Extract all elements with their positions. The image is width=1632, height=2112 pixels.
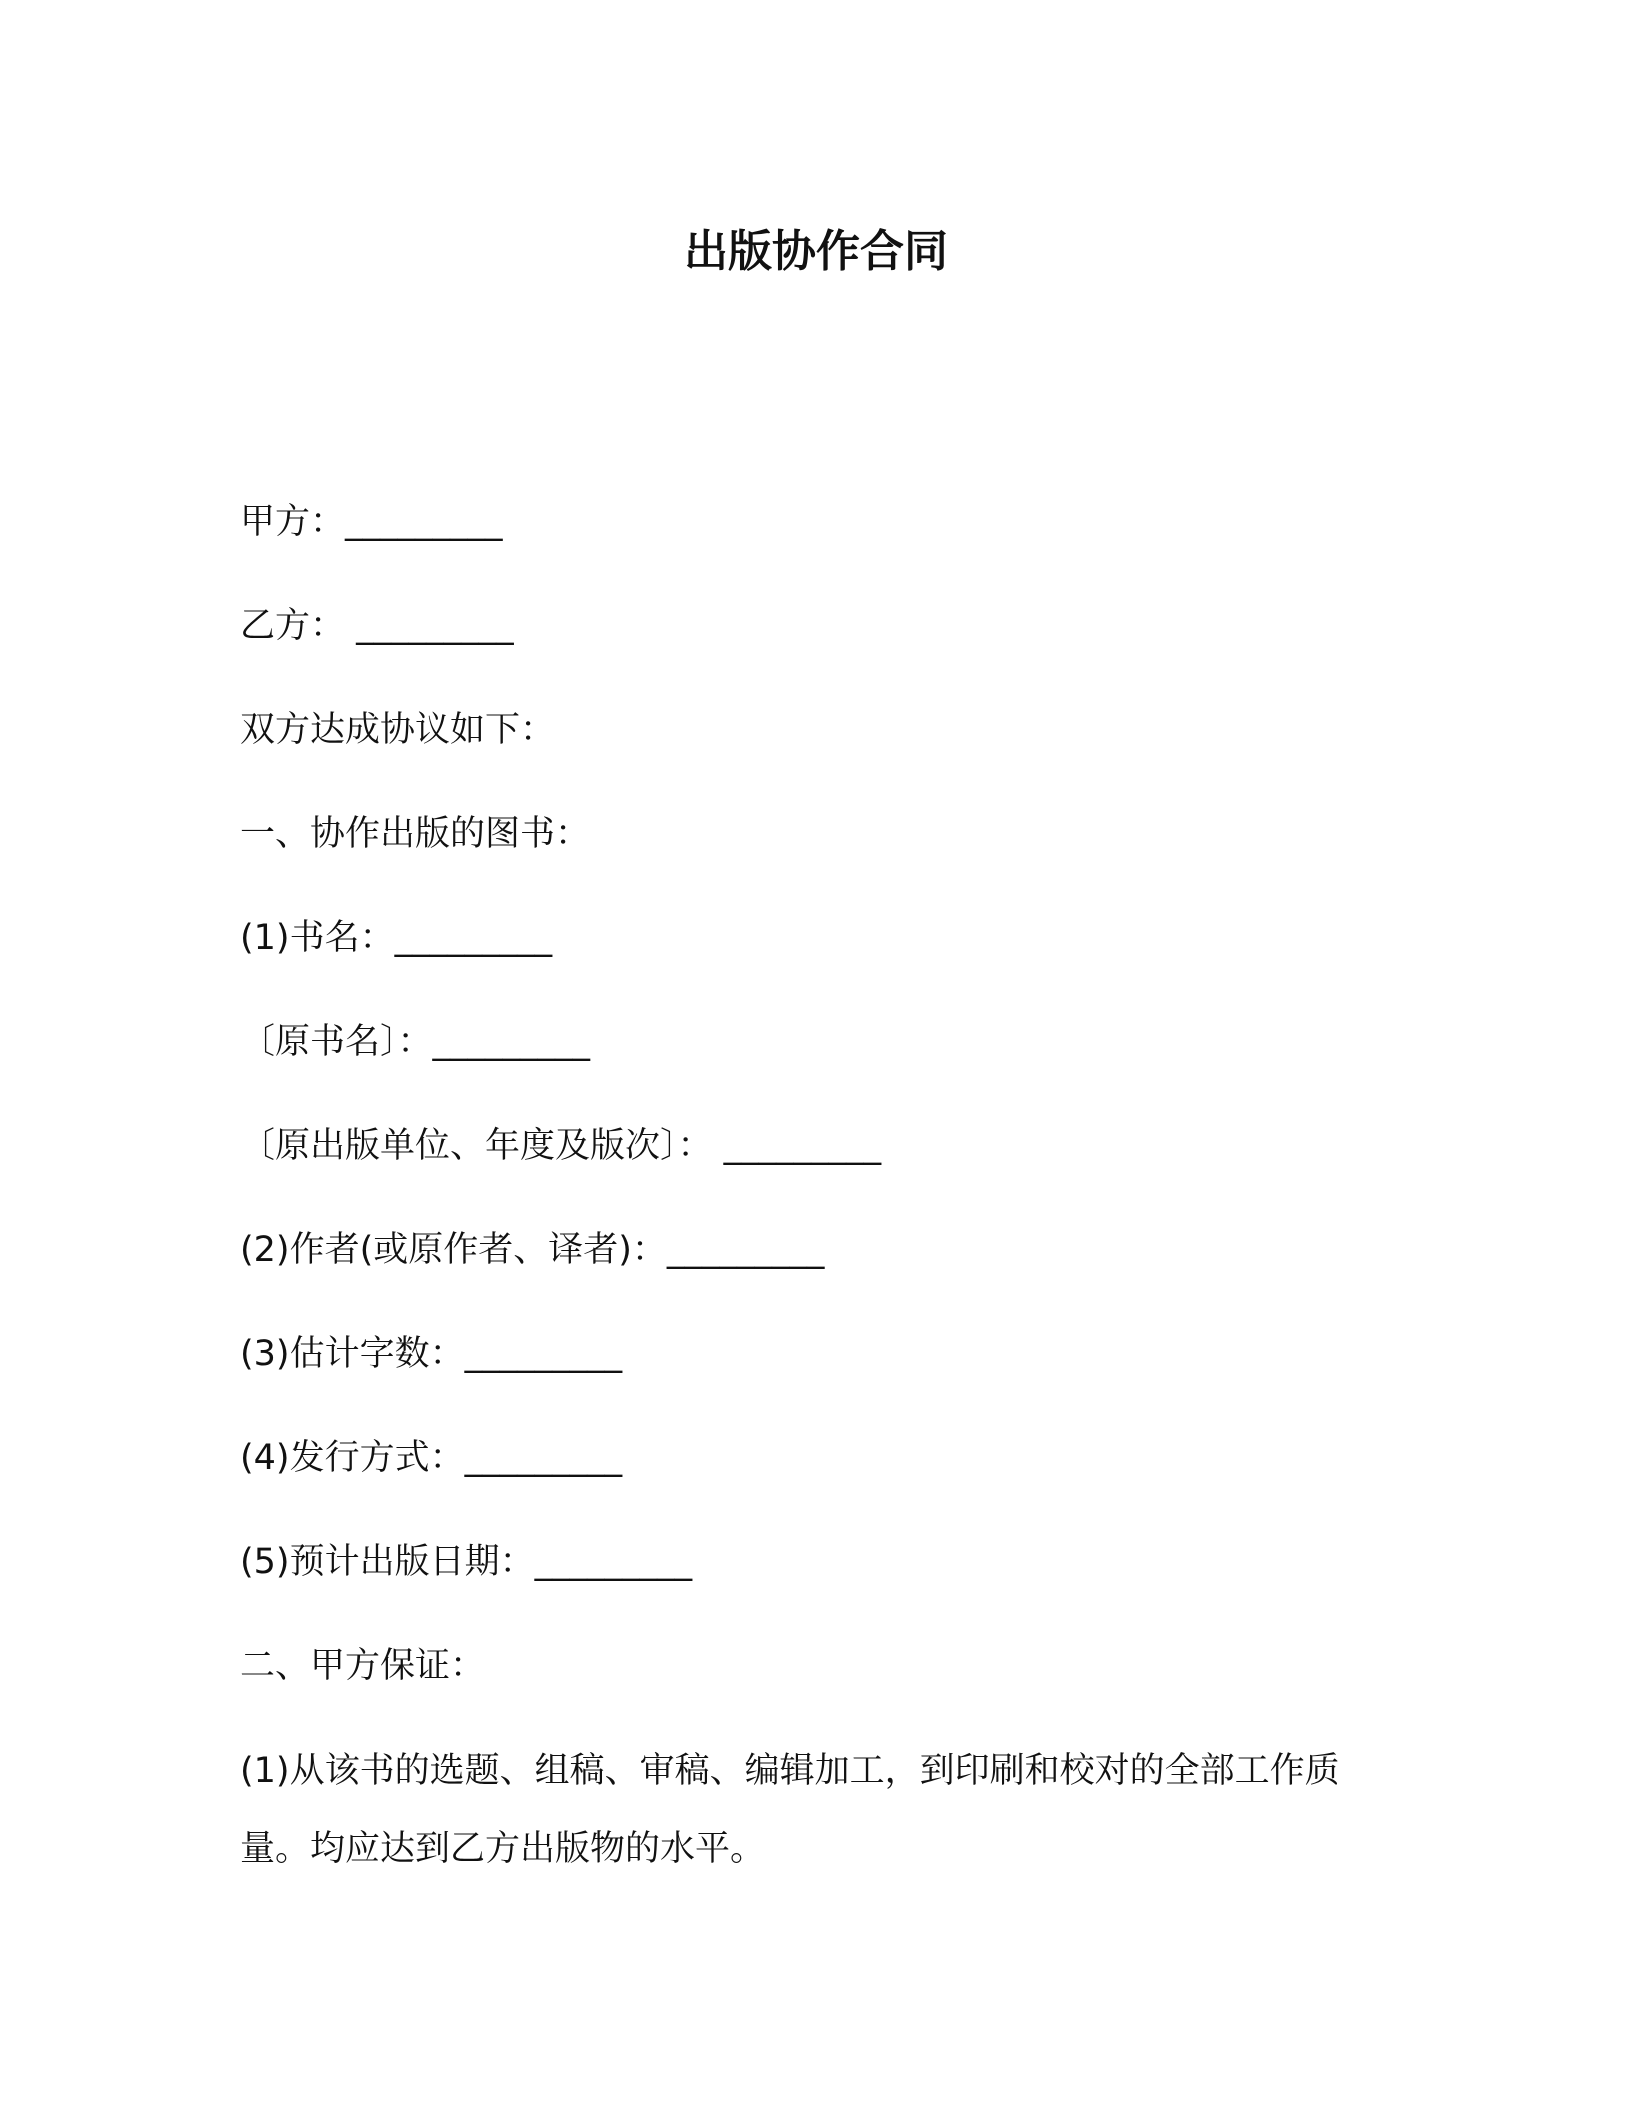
section-2-heading: 二、甲方保证：	[240, 1646, 486, 1686]
book-title-line: (1)书名：_________	[240, 918, 553, 958]
section-1-heading: 一、协作出版的图书：	[240, 814, 591, 854]
clause-paragraph: (1)从该书的选题、组稿、审稿、编辑加工，到印刷和校对的全部工作质量。均应达到乙方出版物的水平。	[240, 1751, 1340, 1869]
original-title-line: 〔原书名〕：_________	[240, 1022, 591, 1062]
document-body	[240, 498, 1390, 1888]
party-b-line: 乙方： _________	[240, 606, 514, 646]
document-title: 出版协作合同	[684, 226, 948, 277]
distribution-line: (4)发行方式：_________	[240, 1438, 623, 1478]
word-count-line: (3)估计字数：_________	[240, 1334, 623, 1374]
party-a-line: 甲方：_________	[240, 502, 503, 542]
publish-date-line: (5)预计出版日期：_________	[240, 1542, 693, 1582]
author-line: (2)作者(或原作者、译者)：_________	[240, 1230, 825, 1270]
agreement-intro: 双方达成协议如下：	[240, 710, 556, 750]
original-publisher-line: 〔原出版单位、年度及版次〕： _________	[240, 1126, 882, 1166]
